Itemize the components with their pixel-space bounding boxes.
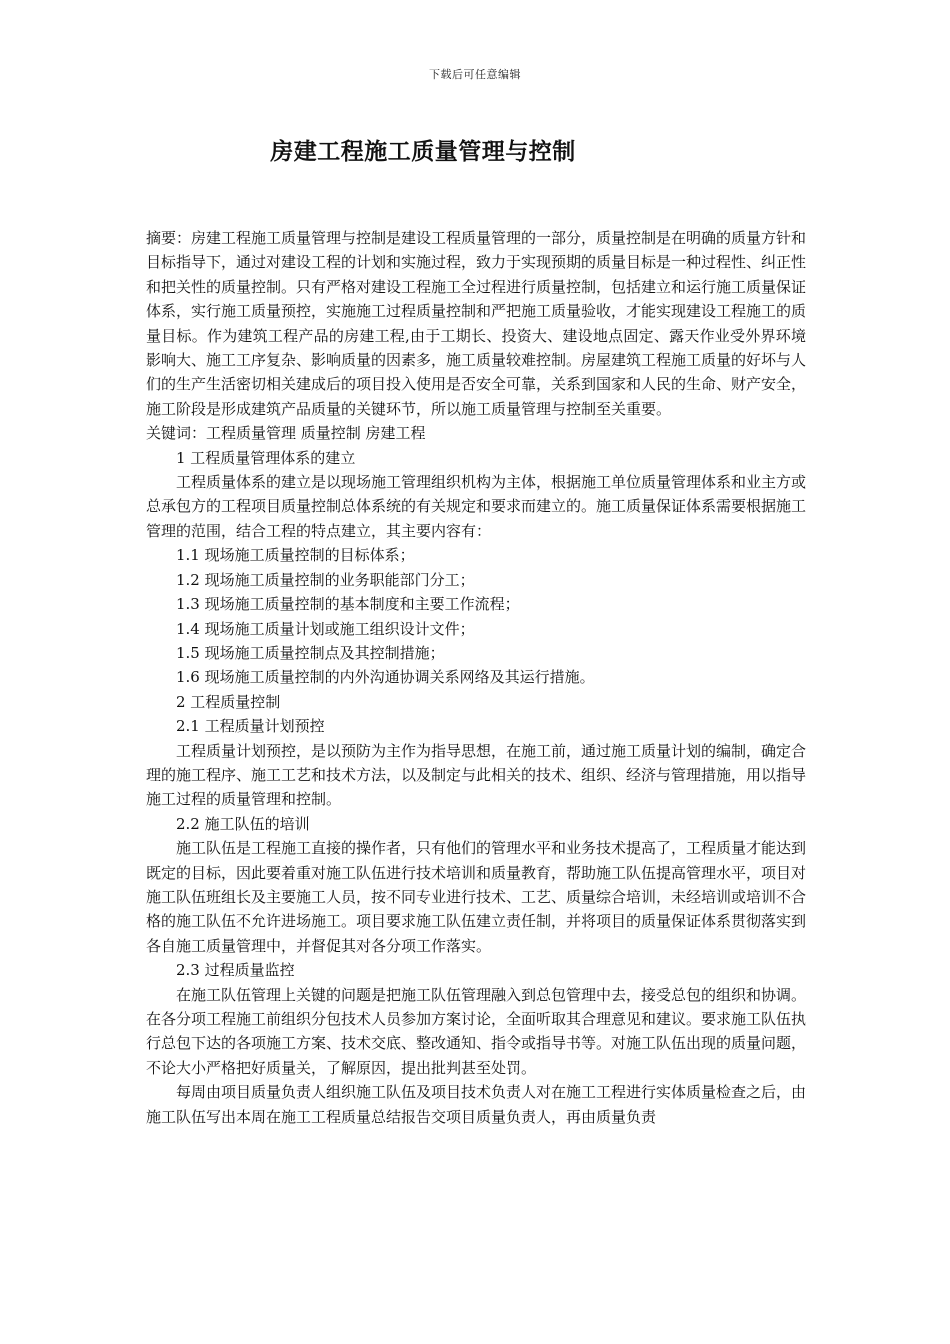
list-item-1-3: 1.3 现场施工质量控制的基本制度和主要工作流程；	[176, 595, 520, 614]
section-2-2-paragraph: 施工队伍是工程施工直接的操作者，只有他们的管理水平和业务技术提高了，工程质量才能达到既定的目标，因此要着重对施工队伍进行技术培训和质量教育，帮助施工队伍提高管理水平，项目对施工队伍班组长及主要施工人员，按不同专业进行技术、工艺、质量综合培训，未经培训或培训不合格的施工队伍不允许进场施工。项目要求施工队伍建立责任制，并将项目的质量保证体系贯彻落实到各自施工质量管理中，并督促其对各分项工作落实。	[146, 839, 807, 955]
page-header-note: 下载后可任意编辑	[429, 68, 521, 81]
section-2-3-paragraph-1: 在施工队伍管理上关键的问题是把施工队伍管理融入到总包管理中去，接受总包的组织和协调。在各分项工程施工前组织分包技术人员参加方案讨论，全面听取其合理意见和建议。要求施工队伍执行总包下达的各项施工方案、技术交底、整改通知、指令或指导书等。对施工队伍出现的质量问题，不论大小严格把好质量关，了解原因，提出批判甚至处罚。	[146, 985, 807, 1077]
section-2-3-paragraph-2: 每周由项目质量负责人组织施工队伍及项目技术负责人对在施工工程进行实体质量检查之后，由施工队伍写出本周在施工工程质量总结报告交项目质量负责人，再由质量负责	[146, 1083, 807, 1126]
list-item-1-1: 1.1 现场施工质量控制的目标体系；	[176, 546, 415, 565]
keywords-line: 关键词：工程质量管理 质量控制 房建工程	[146, 424, 426, 443]
section-2-1-paragraph: 工程质量计划预控，是以预防为主作为指导思想，在施工前，通过施工质量计划的编制，确定合理的施工程序、施工工艺和技术方法，以及制定与此相关的技术、组织、经济与管理措施，用以指导施工过程的质量管理和控制。	[146, 741, 807, 809]
list-item-1-2: 1.2 现场施工质量控制的业务职能部门分工；	[176, 570, 475, 589]
document-body	[146, 226, 806, 1129]
list-item-1-5: 1.5 现场施工质量控制点及其控制措施；	[176, 643, 445, 662]
section-2-heading: 2 工程质量控制	[176, 692, 281, 711]
document-title: 房建工程施工质量管理与控制	[270, 138, 576, 165]
list-item-1-4: 1.4 现场施工质量计划或施工组织设计文件；	[176, 619, 475, 638]
section-1-heading: 1 工程质量管理体系的建立	[176, 448, 356, 467]
list-item-1-6: 1.6 现场施工质量控制的内外沟通协调关系网络及其运行措施。	[176, 668, 595, 687]
section-2-1-heading: 2.1 工程质量计划预控	[176, 717, 325, 736]
section-2-2-heading: 2.2 施工队伍的培训	[176, 814, 310, 833]
abstract-paragraph: 摘要：房建工程施工质量管理与控制是建设工程质量管理的一部分，质量控制是在明确的质量方针和目标指导下，通过对建设工程的计划和实施过程，致力于实现预期的质量目标是一种过程性、纠正性和把关性的质量控制。只有严格对建设工程施工全过程进行质量控制，包括建立和运行施工质量保证体系，实行施工质量预控，实施施工过程质量控制和严把施工质量验收，才能实现建设工程施工的质量目标。作为建筑工程产品的房建工程,由于工期长、投资大、建设地点固定、露天作业受外界环境影响大、施工工序复杂、影响质量的因素多，施工质量较难控制。房屋建筑工程施工质量的好坏与人们的生产生活密切相关建成后的项目投入使用是否安全可靠，关系到国家和人民的生命、财产安全，施工阶段是形成建筑产品质量的关键环节，所以施工质量管理与控制至关重要。	[146, 229, 807, 418]
section-2-3-heading: 2.3 过程质量监控	[176, 961, 295, 980]
section-1-paragraph: 工程质量体系的建立是以现场施工管理组织机构为主体，根据施工单位质量管理体系和业主方或总承包方的工程项目质量控制总体系统的有关规定和要求而建立的。施工质量保证体系需要根据施工管理的范围，结合工程的特点建立，其主要内容有：	[146, 473, 807, 540]
